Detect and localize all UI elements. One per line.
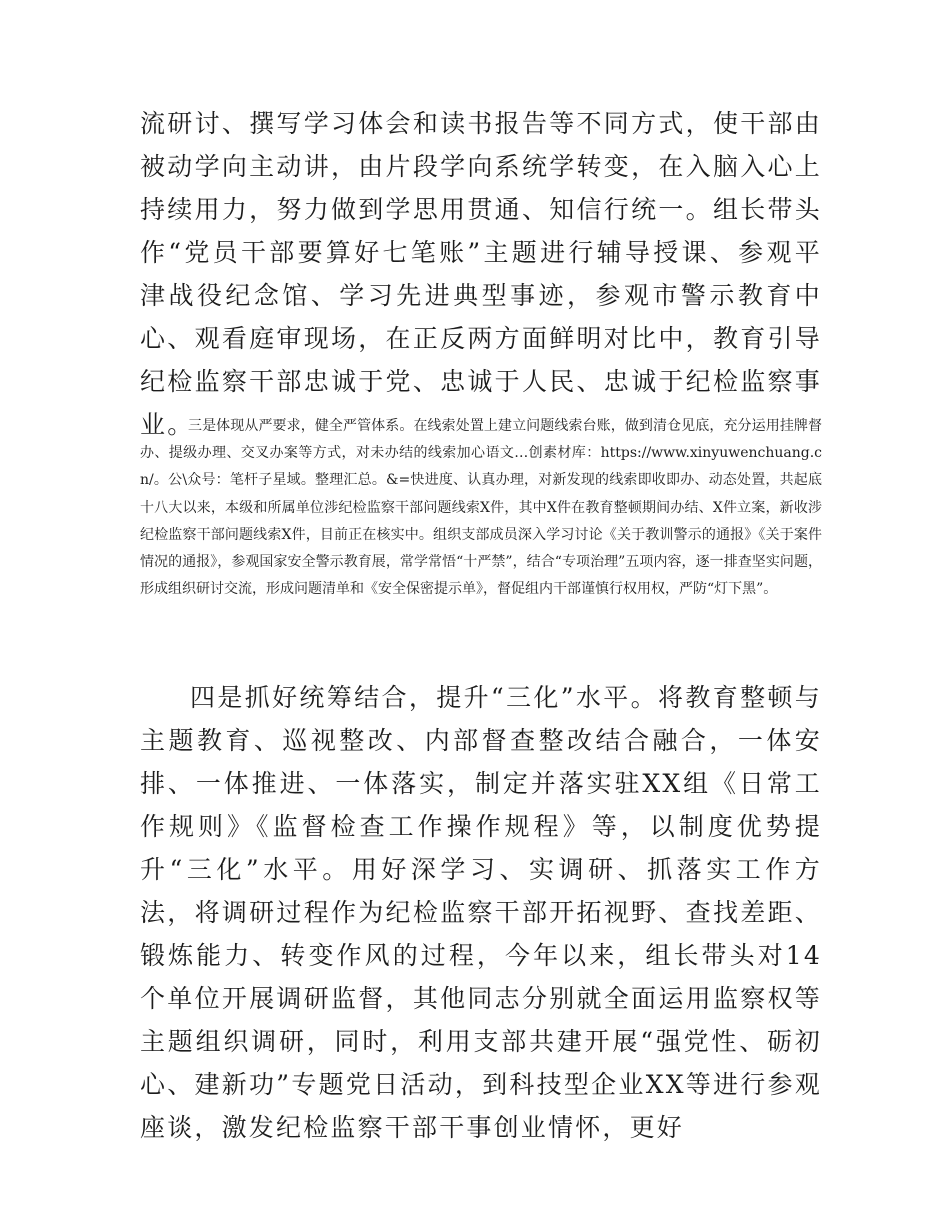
body-paragraph-bottom: 四是抓好统筹结合，提升“三化”水平。将教育整顿与主题教育、巡视整改、内部督查整改结合融合，一体安排、一体推进、一体落实，制定并落实驻XX组《日常工作规则》《监督检查工作操作规程》等，以制度优势提升“三化”水平。用好深学习、实调研、抓落实工作方法，将调研过程作为纪检监察干部开拓视野、查找差距、锻炼能力、转变作风的过程，今年以来，组长带头对14个单位开展调研监督，其他同志分别就全面运用监察权等主题组织调研，同时，利用支部共建开展“强党性、砺初心、建新功”专题党日活动，到科技型企业XX等进行参观座谈，激发纪检监察干部干事创业情怀，更好 <box>140 683 822 1142</box>
body-paragraph-small-print: 三是体现从严要求，健全严管体系。在线索处置上建立问题线索台账，做到清仓见底，充分运用挂牌督办、提级办理、交叉办案等方式，对未办结的线索加心语文…创素材库：https://www.xinyuwenchuang.cn/。公\众号：笔杆子星域。整理汇总。&=快进度、认真办理，对新发现的线索即收即办、动态处置，共起底十八大以来，本级和所属单位涉纪检监察干部问题线索X件，其中X件在教育整顿期间办结、X件立案，新收涉纪检监察干部问题线索X件，目前正在核实中。组织支部成员深入学习讨论《关于教训警示的通报》《关于案件情况的通报》，参观国家安全警示教育展，常学常悟“十严禁”，结合“专项治理”五项内容，逐一排查坚实问题，形成组织研讨交流，形成问题清单和《安全保密提示单》，督促组内干部谨慎行权用权，严防“灯下黑”。 <box>140 418 822 598</box>
body-paragraph-top: 流研讨、撰写学习体会和读书报告等不同方式，使干部由被动学向主动讲，由片段学向系统学转变，在入脑入心上持续用力，努力做到学思用贯通、知信行统一。组长带头作“党员干部要算好七笔账”主题进行辅导授课、参观平津战役纪念馆、学习先进典型事迹，参观市警示教育中心、观看庭审现场，在正反两方面鲜明对比中，教育引导纪检监察干部忠诚于党、忠诚于人民、忠诚于纪检监察事业。 <box>140 109 822 439</box>
